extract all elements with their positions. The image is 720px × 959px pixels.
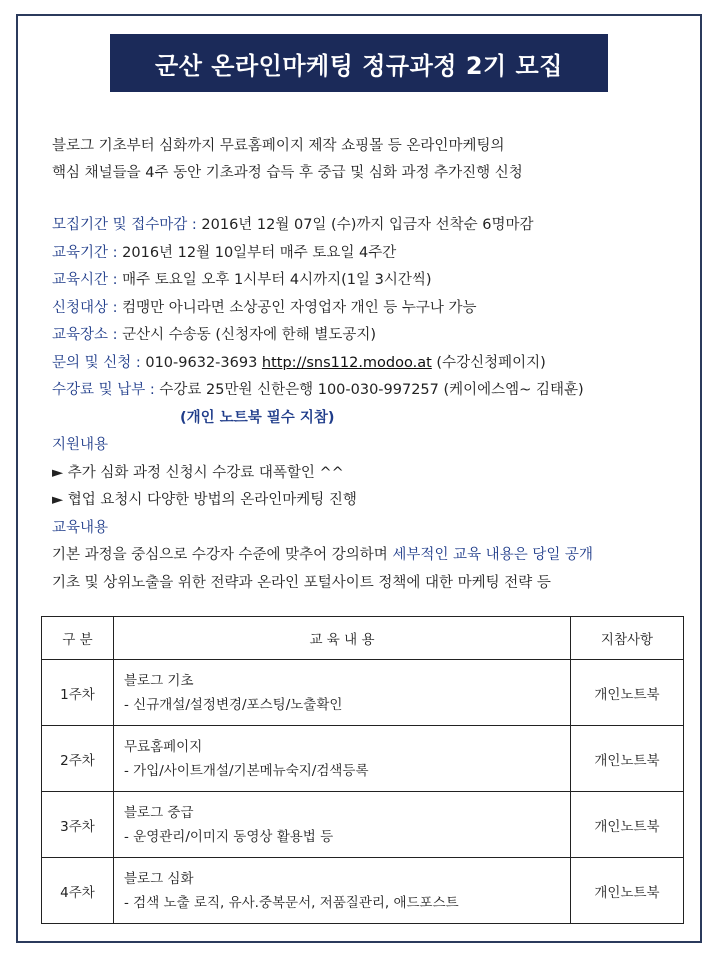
detail: - 가입/사이트개설/기본메뉴숙지/검색등록 [124,762,369,779]
bring-cell: 개인노트북 [571,792,684,858]
header-bring: 지참사항 [571,617,684,660]
support-title: 지원내용 [52,437,109,453]
detail: - 신규개설/설정변경/포스팅/노출확인 [124,696,343,713]
contact-suffix: (수강신청페이지) [431,354,546,371]
content-line-1-text: 기본 과정을 중심으로 수강자 수준에 맞추어 강의하며 [52,547,393,563]
info-target [52,295,692,323]
info-edu-time [52,267,692,295]
header-content: 교 육 내 용 [114,617,571,660]
week-cell: 3주차 [42,792,114,858]
content-line-2: 기초 및 상위노출을 위한 전략과 온라인 포털사이트 정책에 대한 마케팅 전략 등 [52,574,551,591]
place-value: 군산시 수송동 (신청자에 한해 별도공지) [117,327,377,343]
info-fee [52,377,692,405]
detail: - 검색 노출 로직, 유사.중복문서, 저품질관리, 애드포스트 [124,894,459,911]
edu-time-label: 교육시간 : [52,272,118,288]
topic: 블로그 심화 [124,870,194,887]
info-period [52,212,692,240]
intro-line-1: 블로그 기초부터 심화까지 무료홈페이지 제작 쇼핑몰 등 온라인마케팅의 [52,138,505,154]
info-contact [52,350,692,378]
bring-cell: 개인노트북 [571,726,684,792]
page-title: 군산 온라인마케팅 정규과정 2기 모집 [110,34,608,92]
content-cell [114,858,571,924]
content-line-1-accent: 세부적인 교육 내용은 당일 공개 [392,547,593,563]
content-line-1 [52,542,692,570]
header-week: 구 분 [42,617,114,660]
table-row [42,726,684,792]
week-cell: 1주차 [42,660,114,726]
support-item-1: ► 추가 심화 과정 신청시 수강료 대폭할인 ^^ [52,464,344,481]
period-label: 모집기간 및 접수마감 : [52,217,197,233]
fee-label: 수강료 및 납부 : [52,382,155,398]
contact-phone: 010-9632-3693 [140,354,262,371]
intro-text [52,133,672,187]
table-header-row [42,617,684,660]
bring-cell: 개인노트북 [571,660,684,726]
support-item-2: ► 협업 요청시 다양한 방법의 온라인마케팅 진행 [52,492,357,508]
info-edu-period [52,240,692,268]
topic: 무료홈페이지 [124,738,203,755]
fee-note: (개인 노트북 필수 지참) [180,409,335,426]
edu-period-value: 2016년 12월 10일부터 매주 토요일 4주간 [117,244,397,261]
content-cell [114,660,571,726]
contact-link[interactable]: http://sns112.modoo.at [261,354,432,371]
period-value: 2016년 12월 07일 (수)까지 입금자 선착순 6명마감 [196,217,534,233]
table-row [42,660,684,726]
week-cell: 4주차 [42,858,114,924]
target-value: 컴맹만 아니라면 소상공인 자영업자 개인 등 누구나 가능 [117,299,477,316]
content-title: 교육내용 [52,519,109,536]
contact-label: 문의 및 신청 : [52,354,141,371]
content-cell [114,792,571,858]
target-label: 신청대상 : [52,299,118,316]
topic: 블로그 중급 [124,804,194,821]
intro-line-2: 핵심 채널들을 4주 동안 기초과정 습득 후 중급 및 심화 과정 추가진행 신청 [52,165,523,181]
week-cell: 2주차 [42,726,114,792]
table-row [42,858,684,924]
table-row [42,792,684,858]
topic: 블로그 기초 [124,672,194,689]
edu-time-value: 매주 토요일 오후 1시부터 4시까지(1일 3시간씩) [117,272,432,288]
info-place [52,322,692,350]
content-cell [114,726,571,792]
info-section [52,212,692,597]
edu-period-label: 교육기간 : [52,244,118,261]
curriculum-table [41,616,684,924]
detail: - 운영관리/이미지 동영상 활용법 등 [124,828,334,845]
place-label: 교육장소 : [52,327,118,343]
bring-cell: 개인노트북 [571,858,684,924]
fee-value: 수강료 25만원 신한은행 100-030-997257 (케이에스엠~ 김태훈) [154,382,584,398]
